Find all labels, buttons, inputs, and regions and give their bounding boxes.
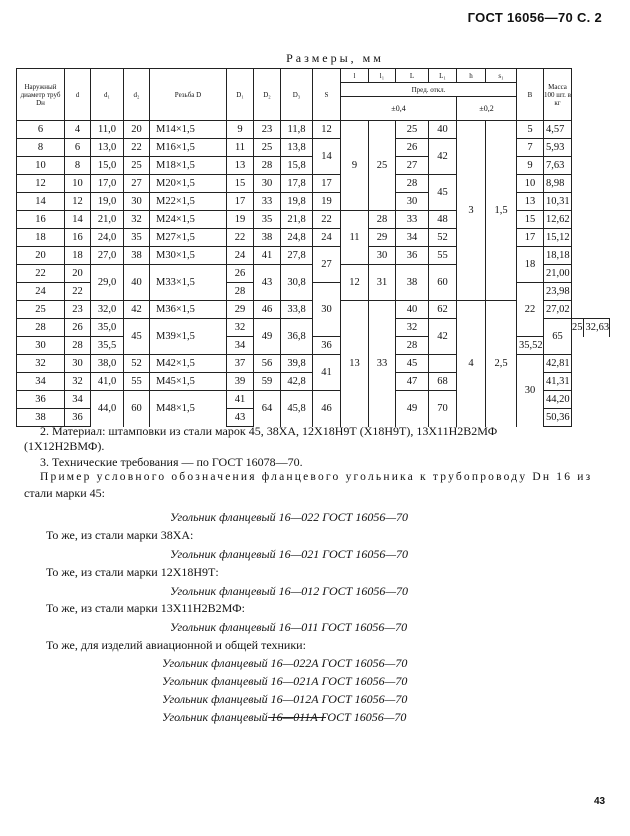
cell-B: 5 bbox=[517, 121, 544, 139]
cell-h: 4 bbox=[457, 301, 486, 427]
cell-L: 40 bbox=[396, 301, 429, 319]
cell-thread: М39×1,5 bbox=[150, 319, 227, 355]
cell-Dn: 30 bbox=[17, 337, 65, 355]
cell-B: 25 bbox=[572, 319, 584, 337]
header-l: l bbox=[341, 69, 369, 83]
cell-B: 7 bbox=[517, 139, 544, 157]
header-l1: l₁ bbox=[369, 69, 396, 83]
cell-mass: 35,52 bbox=[517, 337, 544, 355]
cell-d1: 44,0 bbox=[91, 391, 124, 427]
cell-D1: 37 bbox=[227, 355, 254, 373]
cell-d2: 30 bbox=[124, 193, 150, 211]
material-note: 2. Материал: штамповки из стали марок 45, 38ХА, 12Х18Н9Т (Х18Н9Т), 13Х11Н2В2МФ bbox=[40, 424, 498, 438]
cell-Dn: 34 bbox=[17, 373, 65, 391]
cell-thread: М48×1,5 bbox=[150, 391, 227, 427]
cell-l1: 28 bbox=[369, 211, 396, 229]
header-D2: D₂ bbox=[254, 69, 281, 121]
cell-s1: 2,5 bbox=[486, 301, 517, 427]
cell-mass: 21,00 bbox=[544, 265, 572, 283]
cell-thread: М36×1,5 bbox=[150, 301, 227, 319]
cell-d1: 32,0 bbox=[91, 301, 124, 319]
header-tolerance: Пред. откл. bbox=[341, 83, 517, 97]
cell-L: 33 bbox=[396, 211, 429, 229]
cell-d2: 20 bbox=[124, 121, 150, 139]
cell-Dn: 28 bbox=[17, 319, 65, 337]
cell-D1: 41 bbox=[227, 391, 254, 409]
cell-Dn: 22 bbox=[17, 265, 65, 283]
header-outer-diameter: Наружный диаметр труб Dн bbox=[17, 69, 65, 121]
cell-d2: 55 bbox=[124, 373, 150, 391]
cell-d: 12 bbox=[65, 193, 91, 211]
cell-mass: 7,63 bbox=[544, 157, 572, 175]
technical-requirements: 3. Технические требования — по ГОСТ 16078—70. bbox=[40, 455, 303, 469]
cell-D1: 19 bbox=[227, 211, 254, 229]
same-13x11: То же, из стали марки 13Х11Н2В2МФ: bbox=[46, 601, 245, 615]
table-row bbox=[17, 193, 610, 211]
table-caption: Размеры, мм bbox=[286, 51, 384, 65]
cell-l: 12 bbox=[341, 265, 369, 301]
cell-L1: 70 bbox=[429, 391, 457, 427]
cell-mass: 32,63 bbox=[583, 319, 610, 337]
cell-d: 14 bbox=[65, 211, 91, 229]
cell-d2: 25 bbox=[124, 157, 150, 175]
cell-d2: 27 bbox=[124, 175, 150, 193]
table-row bbox=[17, 247, 610, 265]
cell-S: 17 bbox=[313, 175, 341, 193]
header-L1: L₁ bbox=[429, 69, 457, 83]
cell-D1: 39 bbox=[227, 373, 254, 391]
header-h: h bbox=[457, 69, 486, 83]
cell-S: 30 bbox=[313, 283, 341, 337]
designation-aviation-1: Угольник фланцевый 16—022А ГОСТ 16056—70 bbox=[162, 656, 408, 670]
cell-l1: 33 bbox=[369, 301, 396, 427]
cell-mass: 4,57 bbox=[544, 121, 572, 139]
cell-D3: 36,8 bbox=[281, 319, 313, 355]
cell-d2: 40 bbox=[124, 265, 150, 301]
cell-B: 22 bbox=[517, 283, 544, 337]
cell-L1: 48 bbox=[429, 211, 457, 229]
cell-d: 36 bbox=[65, 409, 91, 427]
cell-L: 42 bbox=[429, 319, 457, 355]
cell-L1: 60 bbox=[429, 265, 457, 301]
cell-S: 22 bbox=[313, 211, 341, 229]
cell-d: 32 bbox=[65, 373, 91, 391]
cell-D3: 13,8 bbox=[281, 139, 313, 157]
cell-Dn: 32 bbox=[17, 355, 65, 373]
cell-Dn: 36 bbox=[17, 391, 65, 409]
header-S: S bbox=[313, 69, 341, 121]
cell-thread: М24×1,5 bbox=[150, 211, 227, 229]
cell-h: 3 bbox=[457, 121, 486, 301]
material-note-cont: (1Х12Н2ВМФ). bbox=[24, 439, 105, 453]
cell-D3: 33,8 bbox=[281, 301, 313, 319]
cell-mass: 44,20 bbox=[544, 391, 572, 409]
cell-D1: 28 bbox=[227, 283, 254, 301]
header-d1: d₁ bbox=[91, 69, 124, 121]
cell-D3: 21,8 bbox=[281, 211, 313, 229]
cell-d: 6 bbox=[65, 139, 91, 157]
cell-d1: 13,0 bbox=[91, 139, 124, 157]
cell-B: 30 bbox=[517, 355, 544, 427]
cell-mass: 15,12 bbox=[544, 229, 572, 247]
table-row bbox=[17, 211, 610, 229]
cell-S: 14 bbox=[313, 139, 341, 175]
cell-thread: М14×1,5 bbox=[150, 121, 227, 139]
cell-L: 47 bbox=[396, 373, 429, 391]
cell-B: 18 bbox=[517, 247, 544, 283]
cell-D2: 35 bbox=[254, 211, 281, 229]
cell-thread: М20×1,5 bbox=[150, 175, 227, 193]
table-row bbox=[17, 355, 610, 373]
cell-D2: 25 bbox=[254, 139, 281, 157]
cell-Dn: 10 bbox=[17, 157, 65, 175]
cell-d: 18 bbox=[65, 247, 91, 265]
cell-d1: 15,0 bbox=[91, 157, 124, 175]
cell-L1: 52 bbox=[429, 229, 457, 247]
cell-S: 32 bbox=[396, 319, 429, 337]
example-intro-cont: стали марки 45: bbox=[24, 486, 105, 500]
cell-d: 16 bbox=[65, 229, 91, 247]
cell-mass: 50,36 bbox=[544, 409, 572, 427]
cell-L1: 45 bbox=[429, 175, 457, 211]
cell-d: 8 bbox=[65, 157, 91, 175]
cell-D2: 30 bbox=[254, 175, 281, 193]
cell-d2: 52 bbox=[124, 355, 150, 373]
cell-S: 19 bbox=[313, 193, 341, 211]
cell-D1: 32 bbox=[227, 319, 254, 337]
cell-B: 9 bbox=[517, 157, 544, 175]
header-mass: Масса 100 шт. в кг bbox=[544, 69, 572, 121]
cell-D1: 24 bbox=[227, 247, 254, 265]
cell-d2: 35 bbox=[124, 229, 150, 247]
cell-d2: 32 bbox=[124, 211, 150, 229]
cell-d: 20 bbox=[65, 265, 91, 283]
cell-D1: 11 bbox=[227, 139, 254, 157]
cell-d1: 24,0 bbox=[91, 229, 124, 247]
cell-d1: 19,0 bbox=[91, 193, 124, 211]
cell-l: 11 bbox=[341, 211, 369, 265]
cell-D1: 9 bbox=[227, 121, 254, 139]
cell-L1: 68 bbox=[429, 373, 457, 391]
cell-S: 36 bbox=[313, 337, 341, 355]
cell-B: 15 bbox=[517, 211, 544, 229]
cell-D1: 29 bbox=[227, 301, 254, 319]
cell-D3: 45,8 bbox=[281, 391, 313, 427]
cell-L: 34 bbox=[396, 229, 429, 247]
cell-D3: 19,8 bbox=[281, 193, 313, 211]
cell-d: 34 bbox=[65, 391, 91, 409]
cell-L: 28 bbox=[396, 175, 429, 193]
cell-L: 30 bbox=[396, 193, 429, 211]
cell-B: 10 bbox=[517, 175, 544, 193]
designation-12x18: Угольник фланцевый 16—012 ГОСТ 16056—70 bbox=[170, 584, 408, 598]
cell-D1: 13 bbox=[227, 157, 254, 175]
cell-mass: 18,18 bbox=[544, 247, 572, 265]
cell-mass: 23,98 bbox=[544, 283, 572, 301]
header-D1: D₁ bbox=[227, 69, 254, 121]
cell-l: 13 bbox=[341, 301, 369, 427]
cell-D2: 33 bbox=[254, 193, 281, 211]
cell-D2: 41 bbox=[254, 247, 281, 265]
cell-S: 27 bbox=[313, 247, 341, 283]
cell-d2: 38 bbox=[124, 247, 150, 265]
cell-d1: 35,5 bbox=[91, 337, 124, 355]
cell-D2: 28 bbox=[254, 157, 281, 175]
cell-D3: 39,8 bbox=[281, 355, 313, 373]
designation-45: Угольник фланцевый 16—022 ГОСТ 16056—70 bbox=[170, 510, 408, 524]
cell-d: 22 bbox=[65, 283, 91, 301]
table-row bbox=[17, 175, 610, 193]
cell-D2: 64 bbox=[254, 391, 281, 427]
cell-d2: 42 bbox=[124, 301, 150, 319]
cell-D3: 15,8 bbox=[281, 157, 313, 175]
cell-B: 28 bbox=[396, 337, 429, 355]
table-row bbox=[17, 337, 610, 355]
cell-d: 26 bbox=[65, 319, 91, 337]
same-aviation: То же, для изделий авиационной и общей техники: bbox=[46, 638, 306, 652]
table-header bbox=[17, 69, 610, 121]
cell-d: 23 bbox=[65, 301, 91, 319]
table-body bbox=[17, 121, 610, 427]
cell-Dn: 25 bbox=[17, 301, 65, 319]
designation-aviation-4: Угольник фланцевый 16—011А ГОСТ 16056—70 bbox=[162, 710, 407, 724]
table-row bbox=[17, 229, 610, 247]
cell-S: 24 bbox=[313, 229, 341, 247]
cell-thread: М16×1,5 bbox=[150, 139, 227, 157]
cell-l1: 25 bbox=[369, 121, 396, 211]
cell-l: 9 bbox=[341, 121, 369, 211]
cell-Dn: 6 bbox=[17, 121, 65, 139]
cell-S: 46 bbox=[313, 391, 341, 427]
cell-Dn: 14 bbox=[17, 193, 65, 211]
dimensions-table bbox=[16, 68, 610, 427]
cell-L1: 42 bbox=[429, 139, 457, 175]
cell-Dn: 24 bbox=[17, 283, 65, 301]
cell-D3: 11,8 bbox=[281, 121, 313, 139]
cell-d1: 21,0 bbox=[91, 211, 124, 229]
cell-S: 41 bbox=[313, 355, 341, 391]
header-d: d bbox=[65, 69, 91, 121]
header-L: L bbox=[396, 69, 429, 83]
cell-D1: 34 bbox=[227, 337, 254, 355]
same-38xa: То же, из стали марки 38ХА: bbox=[46, 528, 194, 542]
cell-thread: М45×1,5 bbox=[150, 373, 227, 391]
cell-D2: 59 bbox=[254, 373, 281, 391]
cell-L1: 65 bbox=[544, 319, 572, 355]
header-tol-a: ±0,4 bbox=[341, 97, 457, 121]
cell-L: 49 bbox=[396, 391, 429, 427]
cell-D1: 17 bbox=[227, 193, 254, 211]
table-row bbox=[17, 121, 610, 139]
example-intro: Пример условного обозначения фланцевого угольника к трубопроводу Dн 16 из bbox=[40, 471, 593, 483]
header-thread: Резьба D bbox=[150, 69, 227, 121]
cell-D2: 49 bbox=[254, 319, 281, 355]
cell-d1: 35,0 bbox=[91, 319, 124, 337]
cell-D1: 26 bbox=[227, 265, 254, 283]
cell-D1: 43 bbox=[227, 409, 254, 427]
cell-L: 45 bbox=[396, 355, 429, 373]
cell-Dn: 12 bbox=[17, 175, 65, 193]
cell-D3: 17,8 bbox=[281, 175, 313, 193]
cell-D3: 27,8 bbox=[281, 247, 313, 265]
cell-L1: 55 bbox=[429, 247, 457, 265]
cell-B: 17 bbox=[517, 229, 544, 247]
header-s1: s₁ bbox=[486, 69, 517, 83]
header-B: B bbox=[517, 69, 544, 121]
cell-mass: 8,98 bbox=[544, 175, 572, 193]
designation-13x11: Угольник фланцевый 16—011 ГОСТ 16056—70 bbox=[170, 620, 408, 634]
table-row bbox=[17, 139, 610, 157]
cell-thread: М22×1,5 bbox=[150, 193, 227, 211]
cell-L1 bbox=[429, 355, 457, 373]
cell-L: 26 bbox=[396, 139, 429, 157]
cell-L: 38 bbox=[396, 265, 429, 301]
cell-d2: 22 bbox=[124, 139, 150, 157]
standard-header: ГОСТ 16056—70 С. 2 bbox=[467, 10, 602, 25]
cell-D3: 42,8 bbox=[281, 373, 313, 391]
cell-d1: 11,0 bbox=[91, 121, 124, 139]
cell-L: 36 bbox=[396, 247, 429, 265]
cell-S: 12 bbox=[313, 121, 341, 139]
cell-Dn: 18 bbox=[17, 229, 65, 247]
header-d2: d₂ bbox=[124, 69, 150, 121]
cell-L: 27 bbox=[396, 157, 429, 175]
cell-Dn: 16 bbox=[17, 211, 65, 229]
cell-d1: 38,0 bbox=[91, 355, 124, 373]
designation-aviation-2: Угольник фланцевый 16—021А ГОСТ 16056—70 bbox=[162, 674, 408, 688]
cell-l1: 30 bbox=[369, 247, 396, 265]
cell-L: 25 bbox=[396, 121, 429, 139]
cell-mass: 41,31 bbox=[544, 373, 572, 391]
cell-d: 4 bbox=[65, 121, 91, 139]
cell-mass: 12,62 bbox=[544, 211, 572, 229]
header-tol-b: ±0,2 bbox=[457, 97, 517, 121]
cell-mass: 27,02 bbox=[544, 301, 572, 319]
cell-Dn: 20 bbox=[17, 247, 65, 265]
cell-d1: 17,0 bbox=[91, 175, 124, 193]
cell-B: 13 bbox=[517, 193, 544, 211]
cell-L1: 62 bbox=[429, 301, 457, 319]
cell-thread: М42×1,5 bbox=[150, 355, 227, 373]
cell-thread: М18×1,5 bbox=[150, 157, 227, 175]
cell-D2: 43 bbox=[254, 265, 281, 301]
designation-aviation-3: Угольник фланцевый 16—012А ГОСТ 16056—70 bbox=[162, 692, 408, 706]
cell-D3: 24,8 bbox=[281, 229, 313, 247]
cell-D1: 15 bbox=[227, 175, 254, 193]
end-rule bbox=[268, 717, 326, 718]
cell-d: 30 bbox=[65, 355, 91, 373]
cell-D2: 56 bbox=[254, 355, 281, 373]
cell-l1: 31 bbox=[369, 265, 396, 301]
cell-mass: 42,81 bbox=[544, 355, 572, 373]
cell-thread: М30×1,5 bbox=[150, 247, 227, 265]
cell-d2: 45 bbox=[124, 319, 150, 355]
cell-Dn: 38 bbox=[17, 409, 65, 427]
cell-D2: 46 bbox=[254, 301, 281, 319]
cell-d2: 60 bbox=[124, 391, 150, 427]
cell-D1: 22 bbox=[227, 229, 254, 247]
cell-D2: 23 bbox=[254, 121, 281, 139]
cell-L1: 40 bbox=[429, 121, 457, 139]
cell-l1: 29 bbox=[369, 229, 396, 247]
cell-d1: 29,0 bbox=[91, 265, 124, 301]
cell-D2: 38 bbox=[254, 229, 281, 247]
header-D3: D₃ bbox=[281, 69, 313, 121]
cell-mass: 5,93 bbox=[544, 139, 572, 157]
cell-D3: 30,8 bbox=[281, 265, 313, 301]
cell-d: 10 bbox=[65, 175, 91, 193]
same-12x18: То же, из стали марки 12Х18Н9Т: bbox=[46, 565, 219, 579]
page-number: 43 bbox=[594, 796, 606, 807]
cell-Dn: 8 bbox=[17, 139, 65, 157]
cell-s1: 1,5 bbox=[486, 121, 517, 301]
cell-d: 28 bbox=[65, 337, 91, 355]
designation-38xa: Угольник фланцевый 16—021 ГОСТ 16056—70 bbox=[170, 547, 408, 561]
cell-thread: М27×1,5 bbox=[150, 229, 227, 247]
cell-thread: М33×1,5 bbox=[150, 265, 227, 301]
cell-d1: 41,0 bbox=[91, 373, 124, 391]
cell-mass: 10,31 bbox=[544, 193, 572, 211]
cell-d1: 27,0 bbox=[91, 247, 124, 265]
